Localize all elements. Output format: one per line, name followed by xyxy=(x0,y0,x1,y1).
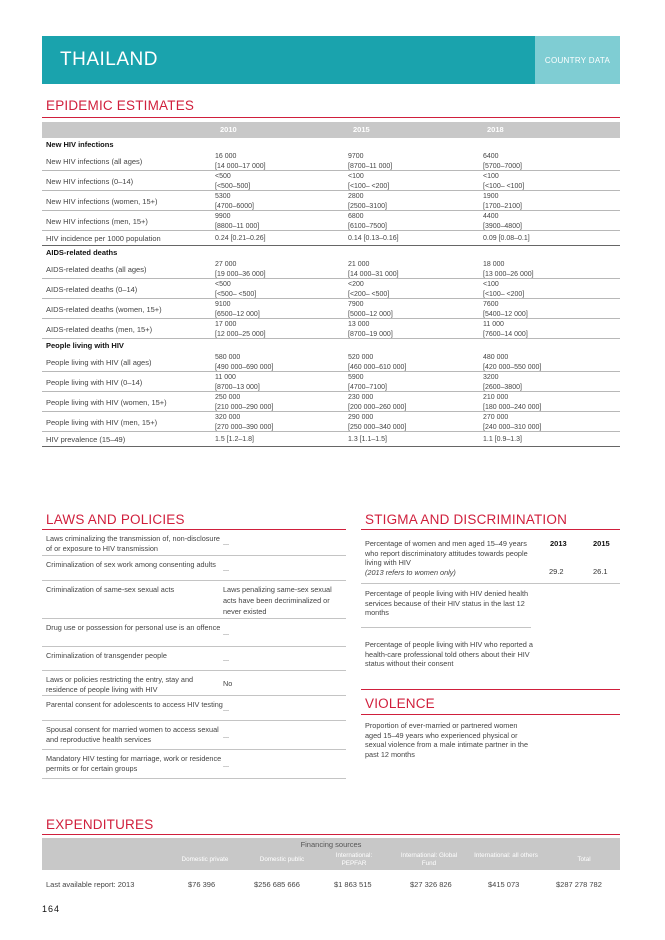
stigma-year-header: 2013 xyxy=(550,539,567,548)
row-value xyxy=(215,192,254,212)
row-value xyxy=(215,300,260,320)
point-estimate: 7600 xyxy=(483,301,499,308)
row-value xyxy=(483,413,541,433)
row-value xyxy=(348,373,387,393)
point-estimate: 11 000 xyxy=(215,374,236,381)
epidemic-estimates-title: EPIDEMIC ESTIMATES xyxy=(46,98,195,113)
stigma-question-discriminatory xyxy=(365,539,535,577)
range-estimate: [8700–11 000] xyxy=(348,163,393,170)
page-number: 164 xyxy=(42,904,61,914)
epidemic-table-header xyxy=(42,122,620,138)
range-estimate: [180 000–240 000] xyxy=(483,404,542,411)
range-estimate: [1700–2100] xyxy=(483,203,522,210)
law-row xyxy=(42,750,346,779)
range-estimate: [270 000–390 000] xyxy=(215,424,274,431)
range-estimate: [8700–13 000] xyxy=(215,384,260,391)
point-estimate: 18 000 xyxy=(483,261,505,268)
row-value xyxy=(348,152,392,172)
point-estimate: 9100 xyxy=(215,301,231,308)
row-value xyxy=(483,212,522,232)
row-label: HIV incidence per 1000 population xyxy=(46,234,161,243)
point-estimate: 21 000 xyxy=(348,261,370,268)
row-value xyxy=(215,373,260,393)
point-estimate: 2800 xyxy=(348,193,364,200)
point-estimate: 5300 xyxy=(215,193,231,200)
law-answer: ... xyxy=(223,730,230,740)
range-estimate: [6500–12 000] xyxy=(215,311,260,318)
row-value xyxy=(348,413,406,433)
laws-table xyxy=(42,530,346,779)
group-heading: AIDS-related deaths xyxy=(46,248,118,257)
range-estimate: [5700–7000] xyxy=(483,163,522,170)
year-header: 2015 xyxy=(353,125,370,134)
point-estimate: 480 000 xyxy=(483,354,509,361)
row-value xyxy=(215,413,273,433)
row-value xyxy=(483,373,522,393)
row-label: New HIV infections (women, 15+) xyxy=(46,197,158,206)
expenditure-column: Domestic private xyxy=(181,856,229,863)
row-value: 1.3 [1.1–1.5] xyxy=(348,436,387,443)
range-estimate: [14 000–17 000] xyxy=(215,163,266,170)
row-value xyxy=(348,172,389,192)
row-value xyxy=(483,320,528,340)
law-answer: ... xyxy=(223,563,230,573)
expenditures-title: EXPENDITURES xyxy=(46,817,154,832)
row-value xyxy=(348,320,393,340)
row-value xyxy=(348,280,389,300)
point-estimate: <500 xyxy=(215,173,231,180)
row-value xyxy=(348,353,406,373)
point-estimate: 11 000 xyxy=(483,321,504,328)
row-value: 1.1 [0.9–1.3] xyxy=(483,436,522,443)
range-estimate: [14 000–31 000] xyxy=(348,271,399,278)
range-estimate: [<100– <100] xyxy=(483,183,525,190)
row-value xyxy=(348,260,399,280)
row-label: AIDS-related deaths (men, 15+) xyxy=(46,325,153,334)
year-header: 2018 xyxy=(487,125,504,134)
range-estimate: [<500–500] xyxy=(215,183,251,190)
law-question: Mandatory HIV testing for marriage, work or residence permits or for certain groups xyxy=(46,754,222,773)
row-label: New HIV infections (all ages) xyxy=(46,157,143,166)
law-answer: ... xyxy=(223,628,230,637)
law-question: Criminalization of transgender people xyxy=(46,651,167,660)
row-value xyxy=(483,260,534,280)
row-label: New HIV infections (0–14) xyxy=(46,177,134,186)
range-estimate: [490 000–690 000] xyxy=(215,364,274,371)
range-estimate: [200 000–260 000] xyxy=(348,404,407,411)
expenditure-value: $415 073 xyxy=(488,880,520,889)
law-row xyxy=(42,619,346,647)
row-value xyxy=(348,212,387,232)
point-estimate: 7900 xyxy=(348,301,364,308)
point-estimate: <100 xyxy=(483,173,499,180)
law-answer: ... xyxy=(223,703,230,713)
law-question: Criminalization of same-sex sexual acts xyxy=(46,585,175,594)
epidemic-divider xyxy=(42,117,620,118)
row-value xyxy=(483,300,528,320)
table-row xyxy=(42,432,620,447)
expenditure-column: International: PEPFAR xyxy=(335,852,373,867)
violence-question: Proportion of ever-married or partnered women aged 15–49 years who experienced physical or sexual violence from a male intimate partner in the past 12 months xyxy=(365,721,529,759)
row-value xyxy=(215,260,266,280)
row-value: 0.14 [0.13–0.16] xyxy=(348,235,399,242)
expenditure-column: International: Global Fund xyxy=(400,852,458,867)
point-estimate: <200 xyxy=(348,281,364,288)
row-value xyxy=(483,280,524,300)
table-row xyxy=(42,279,620,299)
stigma-value: 29.2 xyxy=(549,567,564,576)
table-row xyxy=(42,151,620,171)
range-estimate: [3900–4800] xyxy=(483,223,522,230)
law-row xyxy=(42,581,346,619)
law-question: Spousal consent for married women to access sexual and reproductive health services xyxy=(46,725,219,744)
stigma-q1-note: (2013 refers to women only) xyxy=(365,567,456,577)
table-row xyxy=(42,259,620,279)
law-row xyxy=(42,556,346,581)
law-row xyxy=(42,721,346,750)
law-row xyxy=(42,530,346,556)
point-estimate: 520 000 xyxy=(348,354,374,361)
law-answer: ... xyxy=(223,654,230,663)
stigma-question-disclosure: Percentage of people living with HIV who reported a health-care professional told others about their HIV status without their consent xyxy=(365,640,533,668)
table-row xyxy=(42,191,620,211)
law-row xyxy=(42,671,346,696)
laws-policies-title: LAWS AND POLICIES xyxy=(46,512,185,527)
point-estimate: <100 xyxy=(483,281,499,288)
table-row xyxy=(42,352,620,372)
expenditure-value: $256 685 666 xyxy=(254,880,300,889)
row-value xyxy=(483,192,522,212)
range-estimate: [8700–19 000] xyxy=(348,331,393,338)
epidemic-table xyxy=(42,122,620,447)
row-label: People living with HIV (women, 15+) xyxy=(46,398,167,407)
law-answer: Laws penalizing same-sex sexual acts have been decriminalized or never existed xyxy=(223,585,332,616)
range-estimate: [210 000–290 000] xyxy=(215,404,274,411)
expenditure-value: $76 396 xyxy=(188,880,216,889)
table-row xyxy=(42,299,620,319)
range-estimate: [7600–14 000] xyxy=(483,331,528,338)
range-estimate: [4700–7100] xyxy=(348,384,387,391)
point-estimate: <500 xyxy=(215,281,231,288)
expenditure-value: $27 326 826 xyxy=(410,880,452,889)
row-value xyxy=(348,192,387,212)
country-data-tag: COUNTRY DATA xyxy=(535,36,620,84)
stigma-year-header: 2015 xyxy=(593,539,610,548)
range-estimate: [5000–12 000] xyxy=(348,311,393,318)
range-estimate: [2500–3100] xyxy=(348,203,387,210)
row-value xyxy=(215,152,266,172)
row-value xyxy=(483,393,541,413)
point-estimate: 4400 xyxy=(483,213,499,220)
range-estimate: [<100– <200] xyxy=(483,291,525,298)
table-row xyxy=(42,392,620,412)
range-estimate: [8800–11 000] xyxy=(215,223,260,230)
row-label: People living with HIV (men, 15+) xyxy=(46,418,158,427)
violence-top-divider xyxy=(361,689,620,690)
point-estimate: 27 000 xyxy=(215,261,237,268)
point-estimate: 9900 xyxy=(215,213,231,220)
point-estimate: 210 000 xyxy=(483,394,509,401)
row-value xyxy=(215,172,250,192)
table-row xyxy=(42,319,620,339)
row-label: New HIV infections (men, 15+) xyxy=(46,217,148,226)
point-estimate: 1900 xyxy=(483,193,499,200)
year-header: 2010 xyxy=(220,125,237,134)
range-estimate: [19 000–36 000] xyxy=(215,271,266,278)
row-value xyxy=(215,212,259,232)
stigma-q1-text: Percentage of women and men aged 15–49 years who report discriminatory attitudes towards people living with HIV xyxy=(365,539,528,567)
expenditures-header xyxy=(42,838,620,870)
range-estimate: [13 000–26 000] xyxy=(483,271,534,278)
expenditures-divider xyxy=(42,834,620,835)
row-value xyxy=(483,172,524,192)
row-label: AIDS-related deaths (women, 15+) xyxy=(46,305,162,314)
group-heading: People living with HIV xyxy=(46,341,124,350)
law-answer: ... xyxy=(223,538,230,547)
law-question: Criminalization of sex work among consenting adults xyxy=(46,560,216,569)
law-answer: No xyxy=(223,678,233,688)
range-estimate: [12 000–25 000] xyxy=(215,331,266,338)
row-label: People living with HIV (0–14) xyxy=(46,378,143,387)
point-estimate: 5900 xyxy=(348,374,364,381)
table-row xyxy=(42,372,620,392)
range-estimate: [6100–7500] xyxy=(348,223,387,230)
row-value xyxy=(215,280,256,300)
expenditure-column: International: all others xyxy=(474,852,538,859)
row-value: 1.5 [1.2–1.8] xyxy=(215,436,254,443)
law-answer: ... xyxy=(223,759,230,769)
expenditure-column: Total xyxy=(577,856,591,863)
law-row xyxy=(42,647,346,671)
range-estimate: [<100– <200] xyxy=(348,183,390,190)
law-question: Drug use or possession for personal use is an offence xyxy=(46,623,221,632)
range-estimate: [4700–6000] xyxy=(215,203,254,210)
stigma-title: STIGMA AND DISCRIMINATION xyxy=(365,512,568,527)
row-value xyxy=(215,320,266,340)
point-estimate: <100 xyxy=(348,173,364,180)
point-estimate: 17 000 xyxy=(215,321,237,328)
stigma-row-divider xyxy=(361,627,531,628)
point-estimate: 13 000 xyxy=(348,321,370,328)
range-estimate: [2600–3800] xyxy=(483,384,522,391)
point-estimate: 580 000 xyxy=(215,354,241,361)
point-estimate: 290 000 xyxy=(348,414,374,421)
row-value xyxy=(215,393,273,413)
table-row xyxy=(42,211,620,231)
point-estimate: 230 000 xyxy=(348,394,374,401)
row-value xyxy=(215,353,273,373)
point-estimate: 3200 xyxy=(483,374,499,381)
row-label: AIDS-related deaths (0–14) xyxy=(46,285,138,294)
stigma-row-divider xyxy=(361,583,620,584)
range-estimate: [460 000–610 000] xyxy=(348,364,407,371)
table-row xyxy=(42,412,620,432)
country-title: THAILAND xyxy=(60,49,158,70)
law-row xyxy=(42,696,346,721)
point-estimate: 6800 xyxy=(348,213,364,220)
expenditure-value: $287 278 782 xyxy=(556,880,602,889)
epidemic-table-body xyxy=(42,138,620,447)
violence-divider xyxy=(361,714,620,715)
financing-sources-label: Financing sources xyxy=(300,840,362,849)
range-estimate: [<200– <500] xyxy=(348,291,390,298)
row-value xyxy=(348,300,393,320)
expenditure-value: $1 863 515 xyxy=(334,880,372,889)
range-estimate: [420 000–550 000] xyxy=(483,364,542,371)
point-estimate: 250 000 xyxy=(215,394,241,401)
expenditure-row-label: Last available report: 2013 xyxy=(46,880,135,889)
group-heading: New HIV infections xyxy=(46,140,114,149)
point-estimate: 6400 xyxy=(483,153,499,160)
stigma-question-denied-services: Percentage of people living with HIV denied health services because of their HIV status in the last 12 months xyxy=(365,589,529,617)
table-row xyxy=(42,231,620,246)
range-estimate: [5400–12 000] xyxy=(483,311,528,318)
row-label: People living with HIV (all ages) xyxy=(46,358,152,367)
row-label: AIDS-related deaths (all ages) xyxy=(46,265,147,274)
law-question: Laws or policies restricting the entry, stay and residence of people living with HIV xyxy=(46,675,194,694)
row-label: HIV prevalence (15–49) xyxy=(46,435,126,444)
range-estimate: [240 000–310 000] xyxy=(483,424,542,431)
row-value xyxy=(483,353,541,373)
point-estimate: 270 000 xyxy=(483,414,509,421)
row-value xyxy=(348,393,406,413)
table-row xyxy=(42,171,620,191)
violence-title: VIOLENCE xyxy=(365,696,435,711)
country-banner xyxy=(42,36,620,84)
stigma-divider xyxy=(361,529,620,530)
point-estimate: 9700 xyxy=(348,153,364,160)
point-estimate: 16 000 xyxy=(215,153,237,160)
row-value: 0.24 [0.21–0.26] xyxy=(215,235,266,242)
point-estimate: 320 000 xyxy=(215,414,241,421)
row-value: 0.09 [0.08–0.1] xyxy=(483,235,530,242)
law-question: Laws criminalizing the transmission of, non-disclosure of or exposure to HIV transmission xyxy=(46,534,220,553)
expenditure-column: Domestic public xyxy=(259,856,305,863)
stigma-value: 26.1 xyxy=(593,567,608,576)
range-estimate: [<500– <500] xyxy=(215,291,257,298)
law-question: Parental consent for adolescents to access HIV testing xyxy=(46,700,223,709)
row-value xyxy=(483,152,522,172)
range-estimate: [250 000–340 000] xyxy=(348,424,407,431)
